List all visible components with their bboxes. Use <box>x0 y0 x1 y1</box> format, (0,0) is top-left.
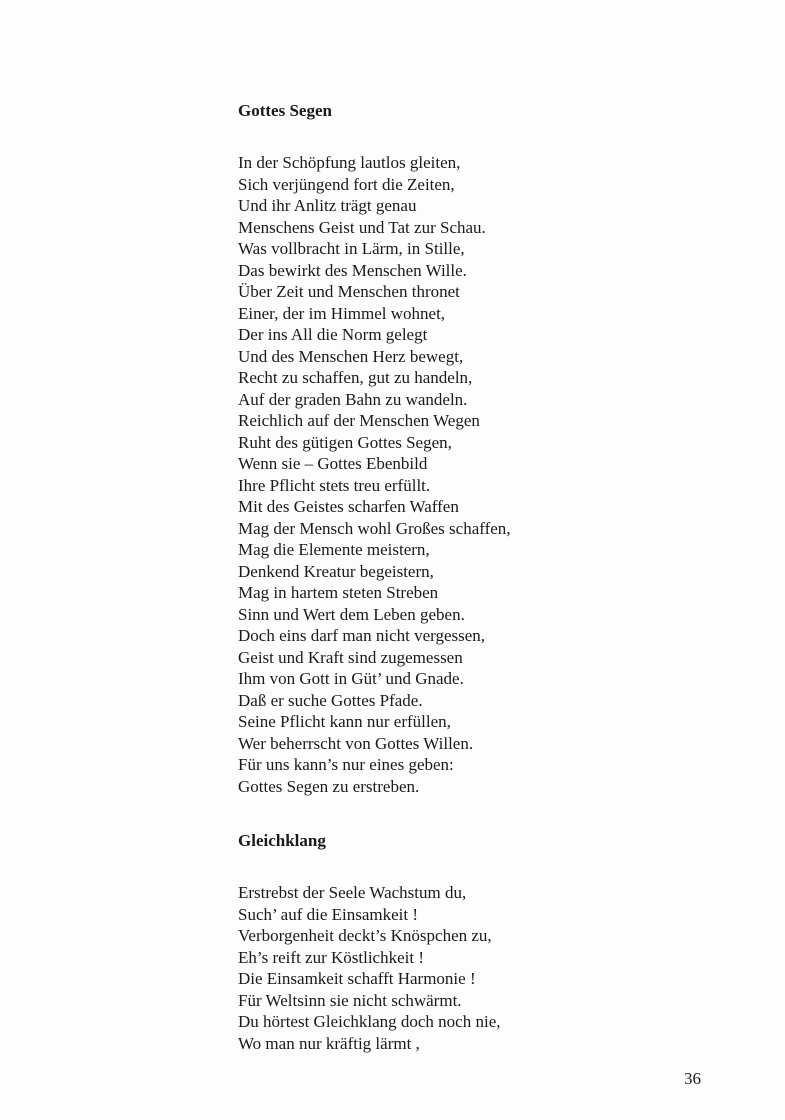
poem-line: Auf der graden Bahn zu wandeln. <box>238 389 468 409</box>
poem-line: Einer, der im Himmel wohnet, <box>238 303 446 323</box>
poem-line: Über Zeit und Menschen thronet <box>238 282 460 301</box>
poem-line: Recht zu schaffen, gut zu handeln, <box>238 368 473 387</box>
poem-line: Wenn sie – Gottes Ebenbild <box>238 454 428 473</box>
poem-gleichklang <box>238 830 501 1054</box>
page-number: 36 <box>684 1069 701 1088</box>
poem-line: Mit des Geistes scharfen Waffen <box>238 497 459 516</box>
poem-line: Wo man nur kräftig lärmt , <box>238 1033 420 1053</box>
poem-line: Das bewirkt des Menschen Wille. <box>238 260 467 280</box>
poem-line: Denkend Kreatur begeistern, <box>238 561 434 581</box>
poem-line: Daß er suche Gottes Pfade. <box>238 690 423 710</box>
poem-line: Für Weltsinn sie nicht schwärmt. <box>238 990 462 1010</box>
poem-line: Sinn und Wert dem Leben geben. <box>238 604 465 624</box>
poem-line: Mag in hartem steten Streben <box>238 583 439 602</box>
poem-line: Was vollbracht in Lärm, in Stille, <box>238 239 465 258</box>
poem-line: Seine Pflicht kann nur erfüllen, <box>238 712 451 731</box>
poem-line: Ruht des gütigen Gottes Segen, <box>238 432 452 452</box>
poem-lines <box>238 152 511 797</box>
poem-line: Eh’s reift zur Köstlichkeit ! <box>238 947 425 967</box>
poem-title: Gottes Segen <box>238 101 332 120</box>
poem-line: Wer beherrscht von Gottes Willen. <box>238 733 474 753</box>
poem-line: Mag die Elemente meistern, <box>238 540 430 559</box>
poem-line: Mag der Mensch wohl Großes schaffen, <box>238 518 511 538</box>
poem-line: Erstrebst der Seele Wachstum du, <box>238 883 467 902</box>
poem-line: Die Einsamkeit schafft Harmonie ! <box>238 969 476 988</box>
poem-lines <box>238 882 501 1054</box>
poem-line: Doch eins darf man nicht vergessen, <box>238 626 486 645</box>
poem-line: Sich verjüngend fort die Zeiten, <box>238 174 455 194</box>
poem-gottes-segen <box>238 100 511 797</box>
poem-line: Und des Menschen Herz bewegt, <box>238 346 464 366</box>
poem-line: Gottes Segen zu erstreben. <box>238 776 420 796</box>
poem-line: Ihre Pflicht stets treu erfüllt. <box>238 475 431 495</box>
poem-line: Menschens Geist und Tat zur Schau. <box>238 217 486 237</box>
poem-line: Geist und Kraft sind zugemessen <box>238 647 463 667</box>
poem-line: Such’ auf die Einsamkeit ! <box>238 904 419 924</box>
poem-line: Und ihr Anlitz trägt genau <box>238 196 417 215</box>
poem-title: Gleichklang <box>238 831 326 850</box>
poem-line: Für uns kann’s nur eines geben: <box>238 755 454 774</box>
poem-line: Reichlich auf der Menschen Wegen <box>238 411 480 430</box>
poem-line: Verborgenheit deckt’s Knöspchen zu, <box>238 926 492 945</box>
poem-line: Der ins All die Norm gelegt <box>238 325 428 344</box>
poem-line: Du hörtest Gleichklang doch noch nie, <box>238 1012 501 1031</box>
poem-line: In der Schöpfung lautlos gleiten, <box>238 153 461 172</box>
poem-line: Ihm von Gott in Güt’ und Gnade. <box>238 669 464 688</box>
